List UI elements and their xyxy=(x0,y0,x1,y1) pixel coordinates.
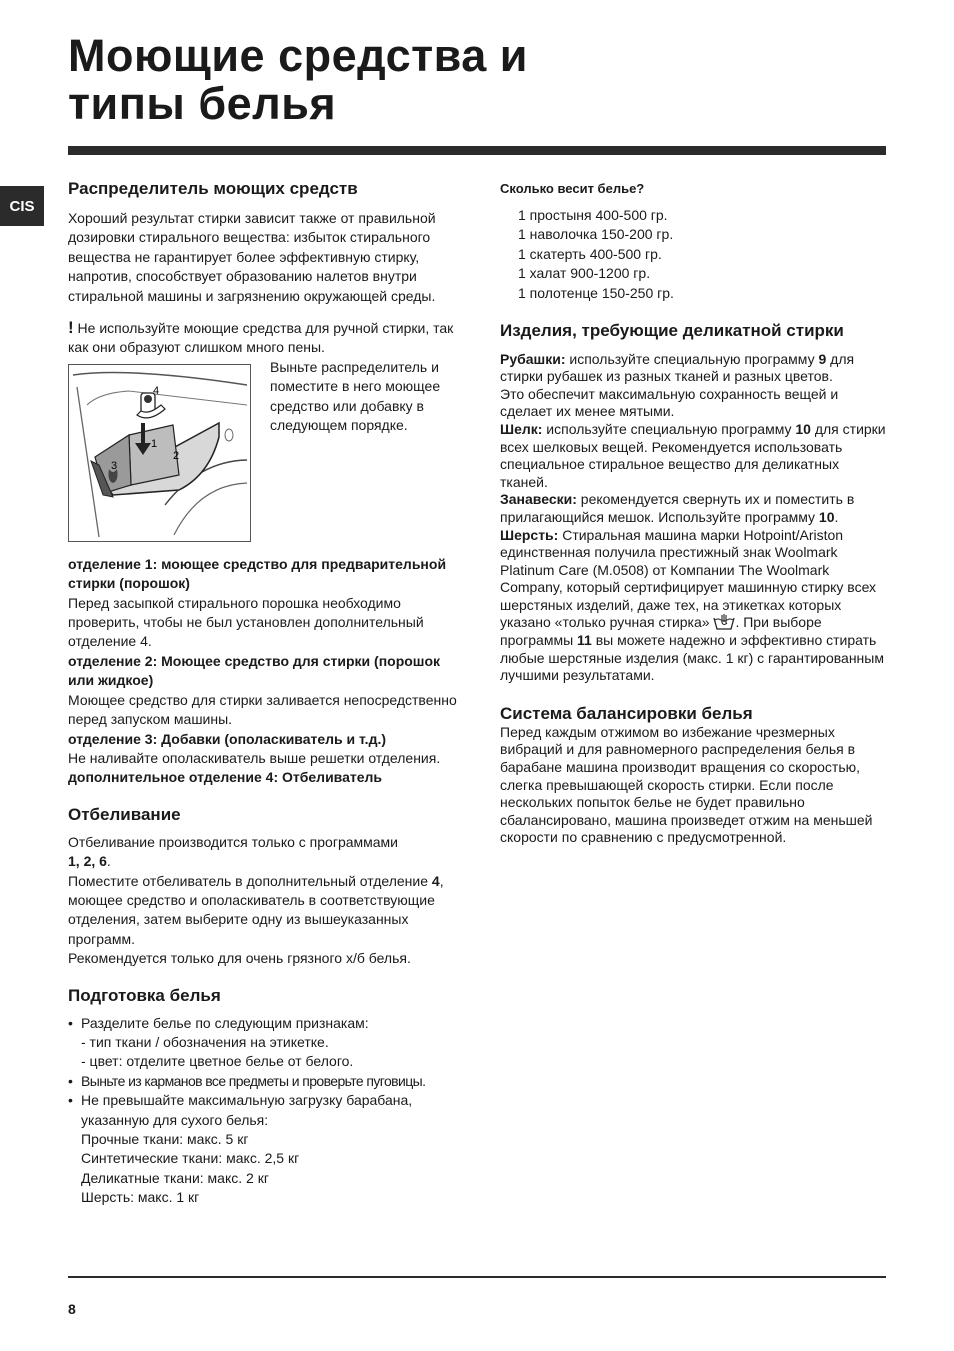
detergent-drawer-icon xyxy=(69,365,249,540)
bleach-text-1: Отбеливание производится только с программами xyxy=(68,833,398,850)
title-line-1: Моющие средства и xyxy=(68,30,528,81)
figure-label-1: 1 xyxy=(151,437,158,450)
prep-list xyxy=(68,1014,458,1208)
weight-item: 1 простыня 400-500 гр. xyxy=(518,206,668,223)
weight-list xyxy=(500,206,888,304)
figure-label-3: 3 xyxy=(111,459,118,472)
page-number: 8 xyxy=(68,1301,76,1317)
figure-label-2: 2 xyxy=(173,449,180,462)
bleach-heading: Отбеливание xyxy=(68,804,181,824)
load-limit: Синтетические ткани: макс. 2,5 кг xyxy=(81,1150,300,1167)
exclamation-icon: ! xyxy=(68,318,74,338)
compartment-2-text: Моющее средство для стирки заливается непосредственно перед запуском машины. xyxy=(68,691,457,728)
bleach-text-3: Рекомендуется только для очень грязного х/б белья. xyxy=(68,950,411,967)
compartment-1-title: отделение 1: моющее средство для предварительной стирки (порошок) xyxy=(68,555,447,592)
load-limit: Шерсть: макс. 1 кг xyxy=(81,1189,200,1206)
shirts-text-2: Это обеспечит максимальную сохранность вещей и сделает их менее мятыми. xyxy=(500,385,839,420)
footer-rule xyxy=(68,1276,886,1278)
balance-heading: Система балансировки белья xyxy=(500,703,753,723)
header-rule xyxy=(68,146,886,155)
compartment-3-text: Не наливайте ополаскиватель выше решетки отделения. xyxy=(68,749,441,766)
hand-wash-icon xyxy=(713,614,735,630)
language-tab: CIS xyxy=(0,186,44,226)
weight-item: 1 скатерть 400-500 гр. xyxy=(518,245,662,262)
delicate-heading: Изделия, требующие деликатной стирки xyxy=(500,320,844,340)
figure-instructions: Выньте распределитель и поместите в него моющее средство или добавку в следующем порядке. xyxy=(270,358,441,434)
list-item: • Разделите белье по следующим признакам: - тип ткани / обозначения на этикетке. - цвет: отделите цветное белье от белого. xyxy=(68,1014,458,1072)
dispenser-figure xyxy=(68,364,251,542)
list-item: • Выньте из карманов все предметы и проверьте пуговицы. xyxy=(68,1072,458,1091)
weight-heading: Сколько весит белье? xyxy=(500,181,645,196)
compartment-2-title: отделение 2: Моющее средство для стирки (порошок или жидкое) xyxy=(68,652,441,689)
list-item: • Не превышайте максимальную загрузку барабана, указанную для сухого белья: Прочные ткани: макс. 5 кг Синтетические ткани: макс. 2,5 кг Деликатные ткани: макс. 2 кг Шерсть: макс. 1 кг xyxy=(68,1091,458,1207)
left-column xyxy=(68,178,458,1208)
wool-text: Шерсть: Стиральная машина марки Hotpoint/Ariston единственная получила престижный знак Woolmark Platinum Care (M.0508) от Компании The Woolmark Company, который сертифицирует машинную стирку всех шерстяных изделий, даже тех, на этикетках которых указано «только ручная стирка» . При выборе программы 11 вы можете надежно и эффективно стирать любые шерстяные изделия (макс. 1 кг) с гарантированным лучшими результатами. xyxy=(500,526,884,684)
dispenser-figure-block xyxy=(68,358,458,555)
dispenser-text: Хороший результат стирки зависит также от правильной дозировки стирального вещества: избыток стирального вещества не гарантирует более эффективную стирку, напротив, способствует образованию налетов внутри стиральной машины и загрязнению окружающей среды. xyxy=(68,210,436,304)
compartment-3-title: отделение 3: Добавки (ополаскиватель и т.д.) xyxy=(68,730,387,747)
title-line-2: типы белья xyxy=(68,78,337,129)
right-column xyxy=(500,180,888,847)
load-limit: Прочные ткани: макс. 5 кг xyxy=(81,1131,249,1147)
curtains-text: Занавески: рекомендуется свернуть их и поместить в прилагающийся мешок. Используйте программу 10. xyxy=(500,491,855,525)
shirts-text: Рубашки: используйте специальную программу 9 для стирки рубашек из разных тканей и разных цветов. xyxy=(500,350,855,385)
warning-note xyxy=(68,318,458,358)
silk-text: Шелк: используйте специальную программу 10 для стирки всех шелковых вещей. Рекомендуется использовать специальное стиральное вещество для деликатных тканей. xyxy=(500,420,886,490)
weight-item: 1 халат 900-1200 гр. xyxy=(518,265,651,282)
bleach-programs: 1, 2, 6. xyxy=(68,853,111,870)
weight-item: 1 полотенце 150-250 гр. xyxy=(518,284,674,301)
figure-label-4: 4 xyxy=(153,384,160,397)
bleach-text-2: Поместите отбеливатель в дополнительный отделение 4, моющее средство и ополаскиватель в соответствующие отделения, затем выберите одну из вышеуказанных программ. xyxy=(68,872,444,947)
compartment-1-text: Перед засыпкой стирального порошка необходимо проверить, чтобы не был установлен дополнительный отделение 4. xyxy=(68,594,424,650)
balance-text: Перед каждым отжимом во избежание чрезмерных вибраций и для равномерного распределения белья в барабане машина производит вращения со скоростью, слегка превышающей скорость стирки. Если после нескольких попыток белье не будет правильно сбалансировано, машина произведет отжим на меньшей скорости по сравнению с предусмотренной. xyxy=(500,723,873,846)
warning-text: Не используйте моющие средства для ручной стирки, так как они образуют слишком много пены. xyxy=(68,320,454,356)
page-title xyxy=(68,32,528,128)
prep-heading: Подготовка белья xyxy=(68,985,221,1005)
weight-item: 1 наволочка 150-200 гр. xyxy=(518,226,674,243)
load-limit: Деликатные ткани: макс. 2 кг xyxy=(81,1169,269,1186)
dispenser-heading: Распределитель моющих средств xyxy=(68,179,358,198)
compartment-4-title: дополнительное отделение 4: Отбеливатель xyxy=(68,769,383,786)
